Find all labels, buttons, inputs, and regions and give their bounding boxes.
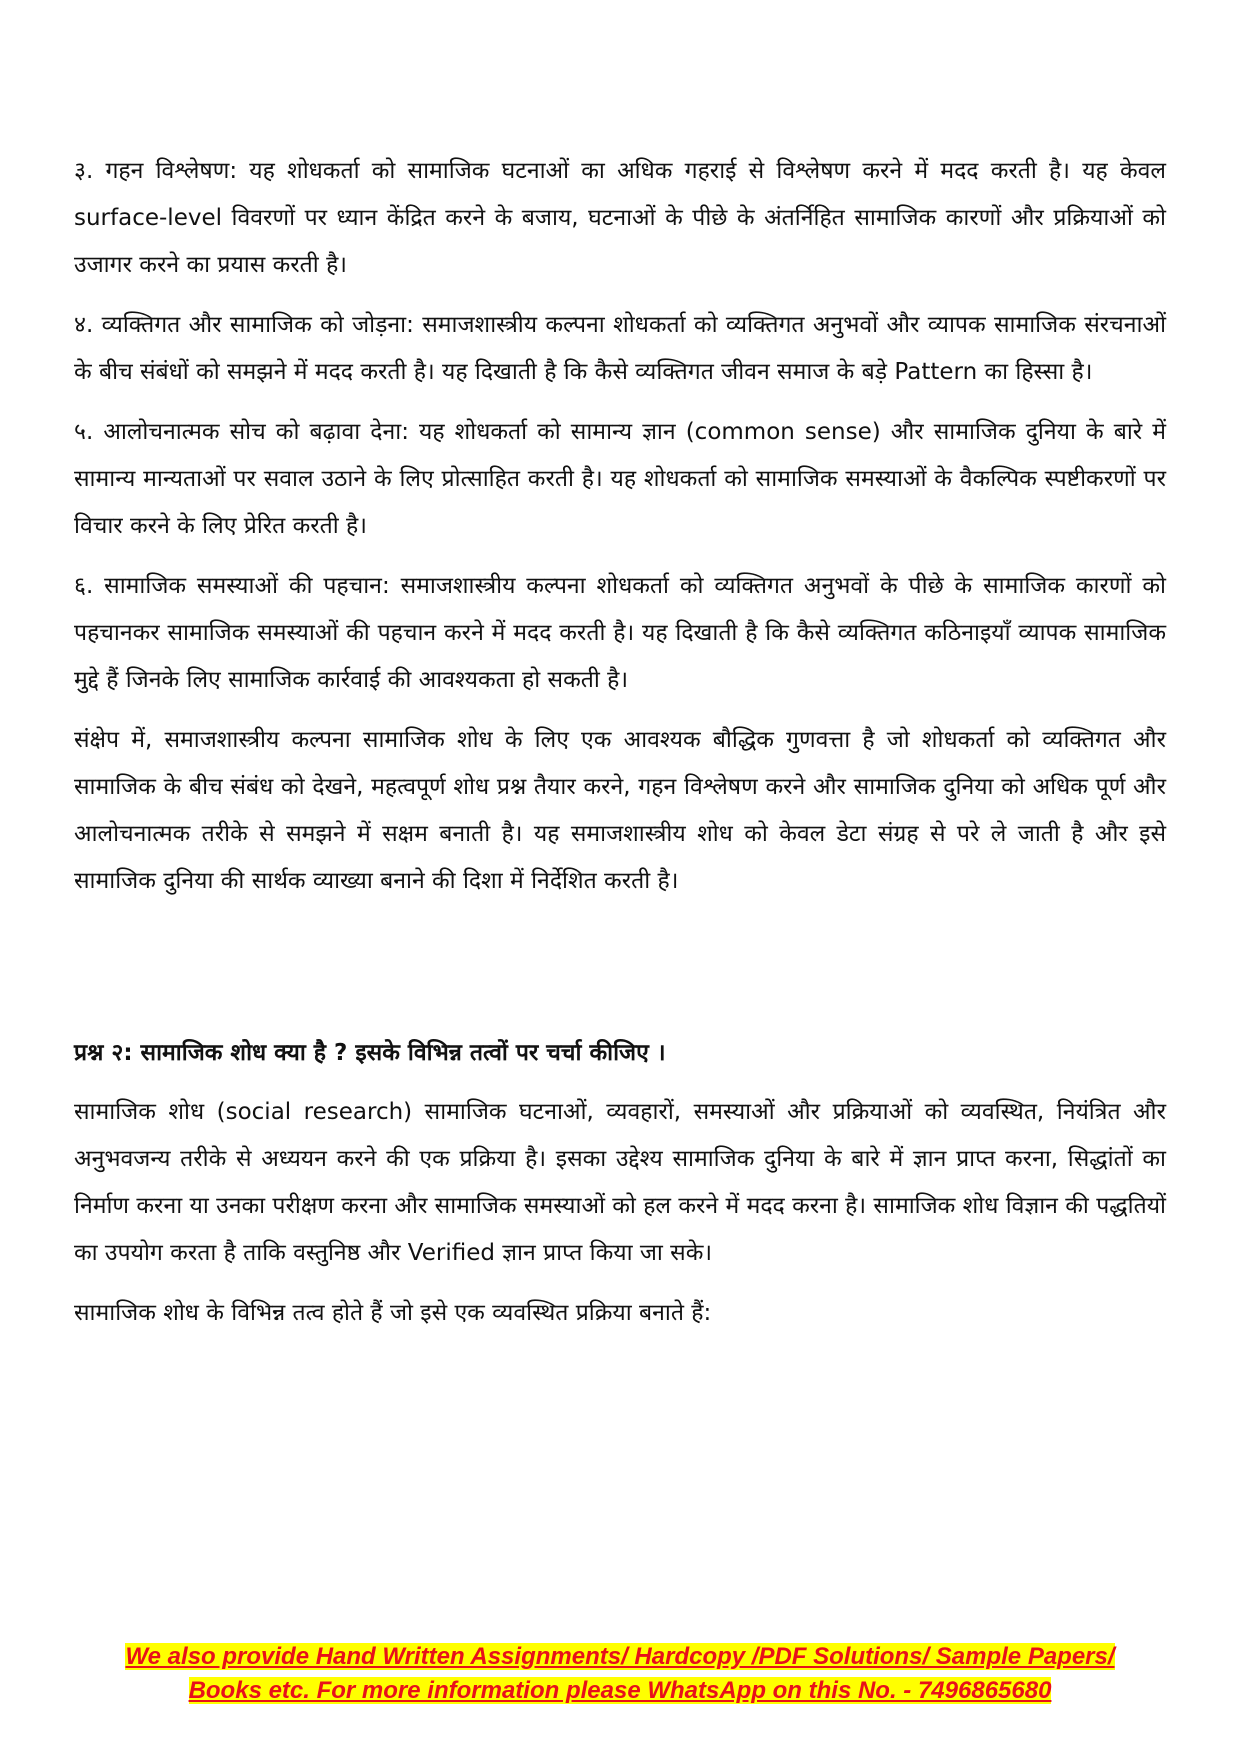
paragraph-point-5: ५. आलोचनात्मक सोच को बढ़ावा देना: यह शोधकर्ता को सामान्य ज्ञान (common sense) और सामाजिक दुनिया के बारे में सामान्य मान्यताओं पर सवाल उठाने के लिए प्रोत्साहित करती है। यह शोधकर्ता को सामाजिक समस्याओं के वैकल्पिक स्पष्टीकरणों पर विचार करने के लिए प्रेरित करती है। [74,419,1166,539]
paragraph-point-4: ४. व्यक्तिगत और सामाजिक को जोड़ना: समाजशास्त्रीय कल्पना शोधकर्ता को व्यक्तिगत अनुभवों और व्यापक सामाजिक संरचनाओं के बीच संबंधों को समझने में मदद करती है। यह दिखाती है कि कैसे व्यक्तिगत जीवन समाज के बड़े Pattern का हिस्सा है। [74,312,1166,385]
paragraph-social-research-definition: सामाजिक शोध (social research) सामाजिक घटनाओं, व्यवहारों, समस्याओं और प्रक्रियाओं को व्यवस्थित, नियंत्रित और अनुभवजन्य तरीके से अध्ययन करने की एक प्रक्रिया है। इसका उद्देश्य सामाजिक दुनिया के बारे में ज्ञान प्राप्त करना, सिद्धांतों का निर्माण करना या उनका परीक्षण करना और सामाजिक समस्याओं को हल करने में मदद करना है। सामाजिक शोध विज्ञान की पद्धतियों का उपयोग करता है ताकि वस्तुनिष्ठ और Verified ज्ञान प्राप्त किया जा सके। [74,1099,1166,1266]
question-heading: प्रश्न २: सामाजिक शोध क्या है ? इसके विभिन्न तत्वों पर चर्चा कीजिए । [74,1040,666,1066]
footer-line-1: We also provide Hand Written Assignments/ Hardcopy /PDF Solutions/ Sample Papers/ [125,1643,1115,1670]
footer-line-2: Books etc. For more information please WhatsApp on this No. - 7496865680 [188,1677,1052,1704]
paragraph-elements-intro: सामाजिक शोध के विभिन्न तत्व होते हैं जो इसे एक व्यवस्थित प्रक्रिया बनाते हैं: [74,1300,712,1326]
footer-advertisement [74,1640,1166,1708]
paragraph-point-3: ३. गहन विश्लेषण: यह शोधकर्ता को सामाजिक घटनाओं का अधिक गहराई से विश्लेषण करने में मदद करती है। यह केवल surface-level विवरणों पर ध्यान केंद्रित करने के बजाय, घटनाओं के पीछे के अंतर्निहित सामाजिक कारणों और प्रक्रियाओं को उजागर करने का प्रयास करती है। [74,158,1166,278]
paragraph-summary: संक्षेप में, समाजशास्त्रीय कल्पना सामाजिक शोध के लिए एक आवश्यक बौद्धिक गुणवत्ता है जो शोधकर्ता को व्यक्तिगत और सामाजिक के बीच संबंध को देखने, महत्वपूर्ण शोध प्रश्न तैयार करने, गहन विश्लेषण करने और सामाजिक दुनिया को अधिक पूर्ण और आलोचनात्मक तरीके से समझने में सक्षम बनाती है। यह समाजशास्त्रीय शोध को केवल डेटा संग्रह से परे ले जाती है और इसे सामाजिक दुनिया की सार्थक व्याख्या बनाने की दिशा में निर्देशित करती है। [74,727,1166,894]
section-gap [74,918,1166,1030]
paragraph-point-6: ६. सामाजिक समस्याओं की पहचान: समाजशास्त्रीय कल्पना शोधकर्ता को व्यक्तिगत अनुभवों के पीछे के सामाजिक कारणों को पहचानकर सामाजिक समस्याओं की पहचान करने में मदद करती है। यह दिखाती है कि कैसे व्यक्तिगत कठिनाइयाँ व्यापक सामाजिक मुद्दे हैं जिनके लिए सामाजिक कार्रवाई की आवश्यकता हो सकती है। [74,573,1166,693]
document-body [74,148,1166,1350]
